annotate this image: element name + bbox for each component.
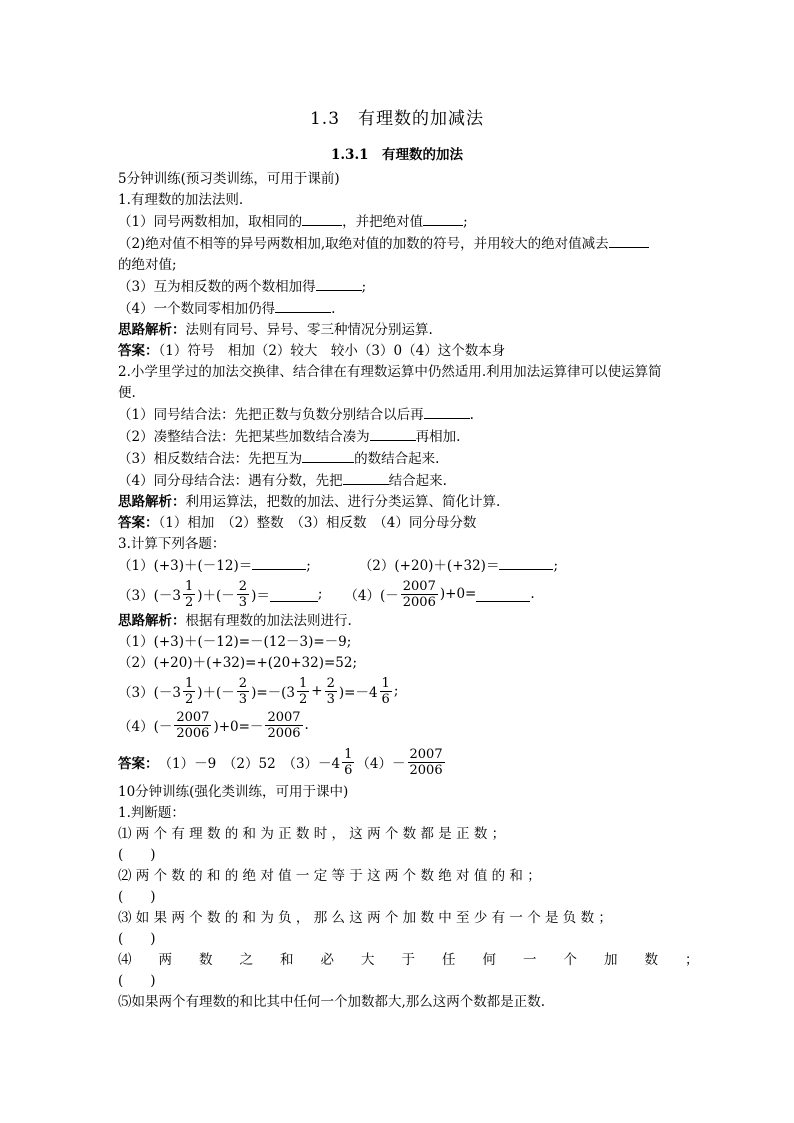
fraction <box>265 710 302 741</box>
question-line <box>118 233 676 255</box>
denominator: 2 <box>184 594 194 610</box>
answer-line <box>118 341 676 362</box>
solution-line: （2）(+20)＋(+32)=+(20+32)=52; <box>118 655 357 671</box>
fraction <box>297 676 309 707</box>
text: （3）互为相反数的两个数相加得 <box>118 279 316 295</box>
math-text: )+0= <box>439 586 477 602</box>
answer-text: （4）－ <box>356 756 406 772</box>
math-text: （2）(+20)＋(+32)＝ <box>358 558 500 574</box>
answer-line <box>118 513 676 534</box>
judgement-item: ⑴ 两 个 有 理 数 的 和 为 正 数 时 ， 这 两 个 数 都 是 正 数 ； <box>118 826 506 842</box>
fraction <box>408 747 445 778</box>
numerator: 2007 <box>176 709 210 725</box>
question-line <box>118 470 676 492</box>
fraction <box>237 579 249 610</box>
numerator: 1 <box>299 675 308 691</box>
hint-text: 利用运算法，把数的加法、进行分类运算、简化计算. <box>185 494 501 510</box>
judgement-paren: ( ) <box>118 931 156 947</box>
text: ，并把绝对值 <box>342 214 424 230</box>
denominator: 2 <box>184 691 194 707</box>
math-text: )＋(－ <box>197 588 235 604</box>
fraction <box>380 676 392 707</box>
fraction <box>401 579 438 610</box>
denominator: 2006 <box>409 762 443 778</box>
fraction <box>342 747 354 778</box>
math-text: （1）(+3)＋(－12)＝ <box>118 558 253 574</box>
numerator: 2 <box>326 675 335 691</box>
answer-blank <box>343 470 389 485</box>
hint-line <box>118 611 676 632</box>
text: ; <box>463 214 468 230</box>
answer-blank <box>316 276 362 291</box>
answer-blank <box>302 211 342 226</box>
text: 结合起来. <box>388 473 447 489</box>
question-title: 3.计算下列各题： <box>118 536 226 552</box>
answer-blank <box>275 298 331 313</box>
numerator: 2 <box>238 675 248 691</box>
denominator: 2006 <box>176 725 210 741</box>
answer-text: （1）相加 （2）整数 （3）相反数 （4）同分母分数 <box>158 515 477 531</box>
numerator: 1 <box>344 746 353 762</box>
answer-blank <box>424 404 470 419</box>
answer-blank <box>499 555 553 570</box>
math-text: )=－4 <box>338 685 378 701</box>
denominator: 2 <box>299 691 308 707</box>
numerator: 1 <box>381 675 390 691</box>
math-text: （3）(－3 <box>118 685 181 701</box>
page-title: 1.3 有理数的加减法 <box>309 109 485 129</box>
answer-math-line <box>118 742 676 782</box>
answer-blank <box>609 233 649 248</box>
math-text: )+0=－ <box>213 719 264 735</box>
math-text: . <box>304 717 309 733</box>
text: . <box>331 301 336 317</box>
text: . <box>469 407 474 423</box>
math-text: （4）(－ <box>118 719 173 735</box>
denominator: 2006 <box>402 594 436 610</box>
hint-label: 思路解析： <box>118 494 186 510</box>
answer-blank <box>476 587 530 602</box>
text: ; <box>317 586 323 602</box>
denominator: 2006 <box>267 725 301 741</box>
denominator: 3 <box>238 594 248 610</box>
numerator: 2 <box>238 578 248 594</box>
judgement-paren: ( ) <box>118 847 156 863</box>
solution-math-line <box>118 674 676 708</box>
question-line <box>118 426 676 448</box>
denominator: 3 <box>238 691 248 707</box>
judgement-item: ⑶ 如 果 两 个 数 的 和 为 负 ， 那 么 这 两 个 加 数 中 至 少 有 一 个 是 负 数 ； <box>118 910 612 926</box>
judgement-item: ⑸如果两个有理数的和比其中任何一个加数都大,那么这两个数都是正数. <box>118 994 546 1010</box>
fraction <box>183 579 195 610</box>
document-content <box>118 104 699 1013</box>
numerator: 1 <box>184 675 194 691</box>
question-line <box>118 448 676 470</box>
text: 再相加. <box>415 429 461 445</box>
hint-text: 根据有理数的加法法则进行. <box>185 613 352 629</box>
solution-math-line <box>118 708 676 742</box>
text: （4）一个数同零相加仍得 <box>118 301 276 317</box>
question-line <box>118 404 676 426</box>
hint-line <box>118 492 676 513</box>
math-text: （3）(－3 <box>118 588 181 604</box>
answer-blank <box>423 211 463 226</box>
question-title: 1.判断题： <box>118 805 185 821</box>
question-line: 的绝对值; <box>118 257 177 273</box>
text: ; <box>306 558 311 574</box>
question-title: 1.有理数的加法法则. <box>118 192 244 208</box>
hint-text: 法则有同号、异号、零三种情况分别运算. <box>185 322 433 338</box>
text: （2）凑整结合法：先把某些加数结合凑为 <box>118 429 370 445</box>
text: （3）相反数结合法：先把互为 <box>118 451 303 467</box>
answer-blank <box>302 448 354 463</box>
denominator: 3 <box>326 691 335 707</box>
numerator: 1 <box>184 578 194 594</box>
question-line <box>118 276 676 298</box>
section-subtitle: 1.3.1 有理数的加法 <box>330 147 464 163</box>
fraction <box>174 710 211 741</box>
hint-line <box>118 320 676 341</box>
solution-line: （1）(+3)＋(－12)=－(12－3)=－9; <box>118 634 352 650</box>
denominator: 6 <box>344 762 353 778</box>
math-text: )＝ <box>251 588 270 604</box>
numerator: 2007 <box>267 709 301 725</box>
math-line <box>118 577 676 611</box>
math-text: ; <box>393 683 399 699</box>
judgement-item: ⑷ 两 数 之 和 必 大 于 任 何 一 个 加 数 ； <box>118 952 699 968</box>
judgement-paren: ( ) <box>118 973 156 989</box>
text: 的数结合起来. <box>354 451 440 467</box>
fraction <box>325 676 337 707</box>
math-text: )=－(3 <box>251 685 295 701</box>
math-text: （4）(－ <box>344 588 399 604</box>
hint-label: 思路解析： <box>118 322 186 338</box>
answer-blank <box>370 426 416 441</box>
question-line <box>118 211 676 233</box>
numerator: 2007 <box>409 746 443 762</box>
answer-text: （1）符号 相加（2）较大 较小（3）0（4）这个数本身 <box>158 343 506 359</box>
section-header: 10分钟训练(强化类训练，可用于课中) <box>118 784 349 800</box>
judgement-item: ⑵ 两 个 数 的 和 的 绝 对 值 一 定 等 于 这 两 个 数 绝 对 值 的 和 ； <box>118 868 541 884</box>
answer-blank <box>252 555 306 570</box>
text: ; <box>361 279 367 295</box>
question-title: 2.小学里学过的加法交换律、结合律在有理数运算中仍然适用.利用加法运算律可以使运算简便. <box>118 364 662 401</box>
hint-label: 思路解析： <box>118 613 186 629</box>
text: （1）同号结合法：先把正数与负数分别结合以后再 <box>118 407 424 423</box>
text: （4）同分母结合法：遇有分数，先把 <box>118 473 343 489</box>
numerator: 2007 <box>402 578 436 594</box>
question-line <box>118 555 676 577</box>
section-header: 5分钟训练(预习类训练，可用于课前) <box>118 171 340 187</box>
answer-text: （1）－9 （2）52 （3）－4 <box>158 756 341 772</box>
text: . <box>530 586 535 602</box>
text: （1）同号两数相加，取相同的 <box>118 214 303 230</box>
text: （2)绝对值不相等的异号两数相加,取绝对值的加数的符号，并用较大的绝对值减去 <box>118 236 609 252</box>
math-text: + <box>311 683 323 699</box>
answer-label: 答案： <box>118 343 159 359</box>
fraction <box>237 676 249 707</box>
answer-label: 答案： <box>118 756 159 772</box>
math-text: )＋(－ <box>197 685 235 701</box>
question-line <box>118 298 676 320</box>
text: ; <box>553 558 559 574</box>
fraction <box>183 676 195 707</box>
denominator: 6 <box>381 691 390 707</box>
answer-label: 答案： <box>118 515 159 531</box>
answer-blank <box>270 587 318 602</box>
judgement-paren: ( ) <box>118 889 156 905</box>
